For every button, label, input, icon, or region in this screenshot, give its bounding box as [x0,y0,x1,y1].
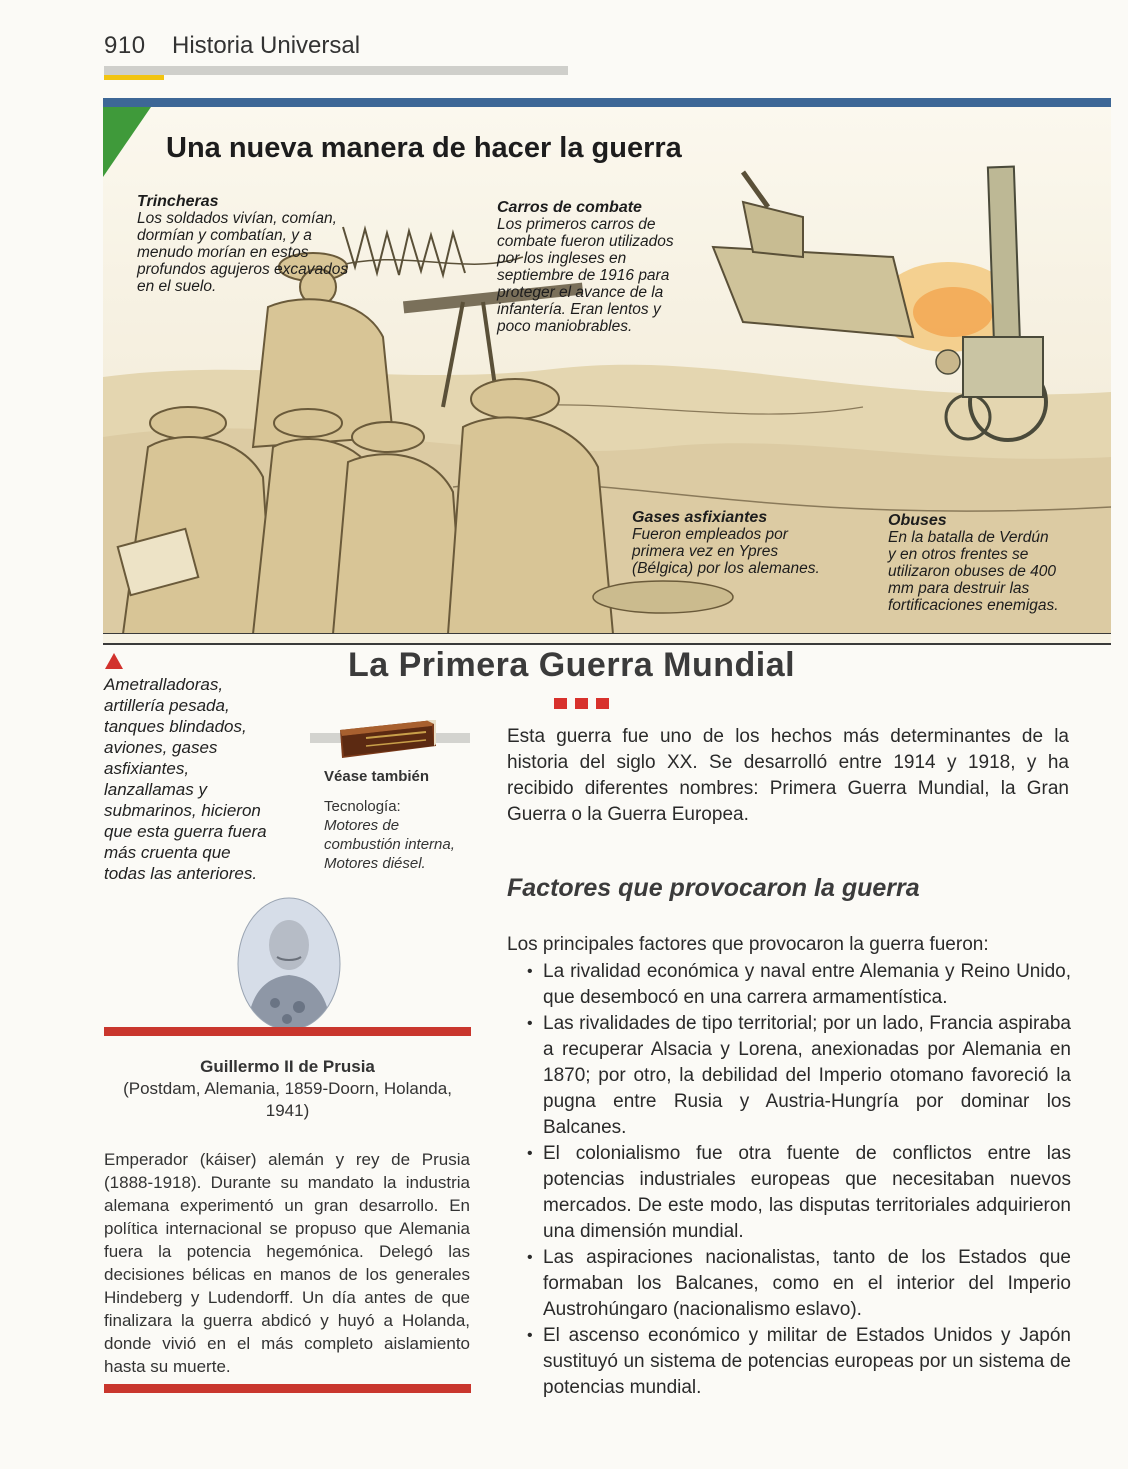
list-item: • Las rivalidades de tipo territorial; por un lado, Francia aspiraba a recuperar Alsacia y Lorena, anexionadas por Alemania en 1870; por otro, la debilidad del Imperio otomano favoreció la pugna entre Rusia y Austria-Hungría por dominar los Balcanes. [525,1011,1071,1141]
biography-rule-bottom [104,1384,471,1393]
caption-heading: Gases asfixiantes [632,509,768,526]
biography-dates: (Postdam, Alemania, 1859-Doorn, Holanda, 1941) [123,1079,452,1120]
book-icon [336,716,440,760]
caption-trincheras [137,193,367,295]
war-illustration [103,98,1111,645]
see-also-link[interactable]: Motores de combustión interna, [324,817,455,853]
biography-rule [104,1027,471,1036]
section-lead: Los principales factores que provocaron la guerra fueron: [507,934,989,955]
list-item: • El colonialismo fue otra fuente de conflictos entre las potencias industriales europeas que necesitaban nuevos mercados. De este modo, las disputas territoriales adquirieron una dimensión mundial. [525,1141,1071,1245]
see-also-link[interactable]: Motores diésel. [324,855,426,872]
list-item: • La rivalidad económica y naval entre Alemania y Reino Unido, que desembocó en una carrera armamentística. [525,959,1071,1011]
see-also-body [324,797,474,873]
section-title: Factores que provocaron la guerra [507,874,920,902]
page-number: 910 [104,32,146,59]
caption-carros [497,199,693,335]
margin-note: Ametralladoras, artillería pesada, tanques blindados, aviones, gases asfixiantes, lanzallamas y submarinos, hicieron que esta guerra fuera más cruenta que todas las anteriores. [104,675,267,883]
book-title: Historia Universal [172,32,361,59]
biography-text: Emperador (káiser) alemán y rey de Prusia (1888-1918). Durante su mandato la industria alemana experimentó un gran desarrollo. En política internacional se propuso que Alemania fuera la potencia hegemónica. Delegó las decisiones bélicas en manos de los generales Hindeberg y Ludendorff. Un día antes de que finalizara la guerra abdicó y huyó a Holanda, donde vivió en el más completo aislamiento hasta su muerte. [104,1150,470,1376]
caption-heading: Carros de combate [497,199,642,216]
list-item: • El ascenso económico y militar de Estados Unidos y Japón sustituyó un sistema de potencias europeas por un sistema de potencias mundial. [525,1323,1071,1401]
triangle-marker-icon [105,653,123,669]
chapter-title: La Primera Guerra Mundial [348,646,796,684]
see-also-topic: Tecnología: [324,798,401,815]
factors-list [525,959,1071,1401]
caption-gases [632,509,842,577]
caption-text: Los soldados vivían, comían, dormían y combatían, y a menudo morían en estos profundos agujeros excavados en el suelo. [137,210,349,295]
intro-paragraph: Esta guerra fue uno de los hechos más determinantes de la historia del siglo XX. Se desarrolló entre 1914 y 1918, y ha recibido diferentes nombres: Primera Guerra Mundial, la Gran Guerra o la Guerra Europea. [507,726,1069,825]
illustration-title: Una nueva manera de hacer la guerra [166,132,682,164]
caption-text: Los primeros carros de combate fueron utilizados por los ingleses en septiembre de 1916 para proteger el avance de la infantería. Eran lentos y poco maniobrables. [497,216,674,335]
see-also-heading: Véase también [324,768,430,785]
caption-obuses [888,512,1060,614]
header-accent [104,75,164,80]
title-ornament [575,698,588,709]
list-item: • Las aspiraciones nacionalistas, tanto de los Estados que formaban los Balcanes, como en el interior del Imperio Austrohúngaro (nacionalismo eslavo). [525,1245,1071,1323]
caption-heading: Obuses [888,512,947,529]
caption-heading: Trincheras [137,193,219,210]
title-ornament [596,698,609,709]
caption-text: En la batalla de Verdún y en otros frentes se utilizaron obuses de 400 mm para destruir las fortificaciones enemigas. [888,529,1059,614]
title-ornament [554,698,567,709]
header-rule [104,66,568,75]
caption-text: Fueron empleados por primera vez en Ypres (Bélgica) por los alemanes. [632,526,820,577]
biography-name: Guillermo II de Prusia [200,1057,375,1076]
portrait-image [237,897,341,1031]
